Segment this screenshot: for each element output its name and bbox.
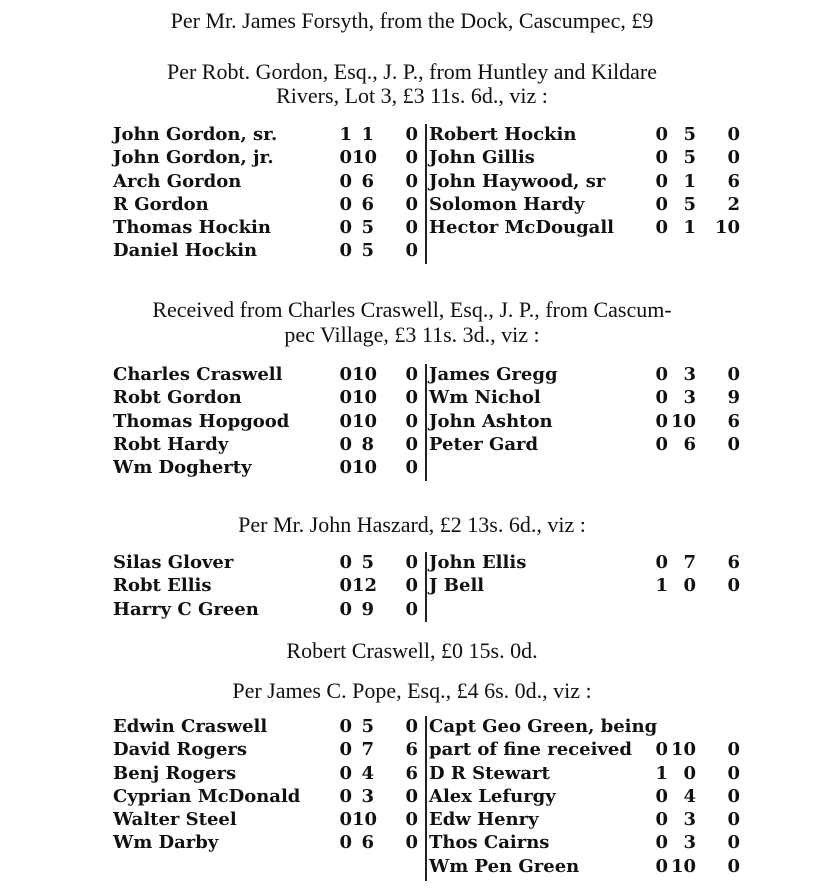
left-pence: 0	[405, 387, 418, 409]
right-name: John Haywood, sr	[429, 170, 606, 192]
right-pence: 0	[727, 809, 740, 831]
left-pence: 0	[405, 193, 418, 215]
left-name: Benj Rogers	[113, 762, 237, 784]
right-name: J Bell	[429, 575, 485, 597]
ledger-row	[0, 763, 824, 786]
right-pence: 0	[727, 575, 740, 597]
right-shillings: 7	[683, 552, 696, 573]
left-pounds: 0	[339, 410, 352, 432]
right-shillings: 1	[683, 170, 696, 192]
right-pence: 2	[727, 193, 740, 215]
ledger-row	[0, 434, 824, 457]
left-shillings: 3	[361, 785, 374, 807]
column-divider	[425, 124, 427, 264]
column-divider	[425, 364, 427, 481]
left-name: John Gordon, jr.	[113, 147, 274, 169]
left-pence: 0	[405, 785, 418, 807]
right-pence: 0	[727, 124, 740, 145]
right-pounds: 0	[655, 387, 668, 409]
right-name: James Gregg	[429, 364, 558, 385]
right-pence: 6	[727, 170, 740, 192]
left-pounds: 0	[339, 240, 352, 262]
right-shillings: 10	[670, 739, 696, 761]
ledger-row	[0, 716, 824, 739]
gordon-subscription-table	[0, 124, 824, 264]
left-shillings: 1	[361, 124, 374, 145]
left-pence: 0	[405, 575, 418, 597]
right-pence: 6	[727, 552, 740, 573]
right-shillings: 3	[683, 364, 696, 385]
left-name: Thomas Hopgood	[113, 410, 290, 432]
left-shillings: 10	[352, 457, 378, 479]
heading-robert-craswell: Robert Craswell, £0 15s. 0d.	[286, 638, 538, 663]
ledger-row	[0, 240, 824, 263]
right-pounds: 0	[655, 739, 668, 761]
left-pounds: 0	[339, 193, 352, 215]
left-name: Daniel Hockin	[113, 240, 258, 262]
right-shillings: 1	[683, 217, 696, 239]
left-shillings: 5	[361, 552, 374, 573]
right-name: Robert Hockin	[429, 124, 577, 145]
right-pounds: 0	[655, 147, 668, 169]
left-name: Robt Ellis	[113, 575, 212, 597]
left-shillings: 10	[352, 364, 378, 385]
ledger-row	[0, 552, 824, 575]
haszard-subscription-table	[0, 552, 824, 622]
right-name: Peter Gard	[429, 433, 539, 455]
left-pounds: 0	[339, 739, 352, 761]
ledger-row	[0, 856, 824, 879]
right-name: John Ashton	[429, 410, 553, 432]
heading-haszard: Per Mr. John Haszard, £2 13s. 6d., viz :	[238, 512, 586, 537]
left-name: Robt Hardy	[113, 433, 229, 455]
right-shillings: 5	[683, 193, 696, 215]
left-name: Edwin Craswell	[113, 716, 268, 737]
ledger-row	[0, 786, 824, 809]
right-pounds: 0	[655, 855, 668, 877]
right-pence: 9	[727, 387, 740, 409]
left-name: R Gordon	[113, 193, 209, 215]
ledger-row	[0, 217, 824, 240]
right-name: part of fine received	[429, 739, 632, 761]
right-name: John Gillis	[429, 147, 535, 169]
left-pounds: 0	[339, 387, 352, 409]
right-shillings: 3	[683, 387, 696, 409]
right-pence: 0	[727, 855, 740, 877]
right-pounds: 1	[655, 575, 668, 597]
left-shillings: 6	[361, 832, 374, 854]
left-pounds: 0	[339, 785, 352, 807]
ledger-row	[0, 171, 824, 194]
right-name: Edw Henry	[429, 809, 539, 831]
heading-craswell-line1: Received from Charles Craswell, Esq., J. P., from Cascum-	[152, 297, 672, 322]
right-pounds: 0	[655, 170, 668, 192]
right-shillings: 4	[683, 785, 696, 807]
ledger-row	[0, 575, 824, 598]
left-shillings: 10	[352, 809, 378, 831]
right-pence: 0	[727, 785, 740, 807]
ledger-row	[0, 124, 824, 147]
right-shillings: 10	[670, 410, 696, 432]
column-divider	[425, 552, 427, 622]
heading-forsyth: Per Mr. James Forsyth, from the Dock, Cascumpec, £9	[170, 8, 654, 33]
right-pounds: 0	[655, 832, 668, 854]
left-pence: 0	[405, 240, 418, 262]
ledger-row	[0, 457, 824, 480]
left-pence: 0	[405, 364, 418, 385]
right-pounds: 0	[655, 217, 668, 239]
right-name: Wm Pen Green	[429, 855, 580, 877]
left-pence: 0	[405, 552, 418, 573]
left-shillings: 12	[352, 575, 378, 597]
right-pounds: 0	[655, 552, 668, 573]
left-pounds: 0	[339, 170, 352, 192]
right-pounds: 0	[655, 410, 668, 432]
ledger-row	[0, 739, 824, 762]
right-name: Solomon Hardy	[429, 193, 585, 215]
left-name: Silas Glover	[113, 552, 234, 573]
left-pounds: 1	[339, 124, 352, 145]
left-pounds: 0	[339, 716, 352, 737]
right-pounds: 0	[655, 809, 668, 831]
ledger-row	[0, 809, 824, 832]
right-shillings: 3	[683, 832, 696, 854]
left-name: Cyprian McDonald	[113, 785, 301, 807]
right-pence: 0	[727, 739, 740, 761]
heading-craswell-line2: pec Village, £3 11s. 3d., viz :	[284, 322, 540, 347]
right-shillings: 5	[683, 147, 696, 169]
right-name: Hector McDougall	[429, 217, 615, 239]
right-pence: 6	[727, 410, 740, 432]
right-shillings: 5	[683, 124, 696, 145]
left-pounds: 0	[339, 364, 352, 385]
left-name: John Gordon, sr.	[113, 124, 278, 145]
right-pounds: 1	[655, 762, 668, 784]
right-pence: 0	[727, 433, 740, 455]
right-shillings: 10	[670, 855, 696, 877]
left-name: Harry C Green	[113, 598, 259, 620]
left-shillings: 5	[361, 217, 374, 239]
heading-gordon-line2: Rivers, Lot 3, £3 11s. 6d., viz :	[276, 83, 548, 108]
left-pence: 0	[405, 217, 418, 239]
left-shillings: 8	[361, 433, 374, 455]
right-name: Wm Nichol	[429, 387, 541, 409]
right-shillings: 3	[683, 809, 696, 831]
right-name: John Ellis	[429, 552, 527, 573]
left-pounds: 0	[339, 598, 352, 620]
right-pounds: 0	[655, 785, 668, 807]
right-pence: 0	[727, 762, 740, 784]
left-pence: 0	[405, 457, 418, 479]
right-shillings: 0	[683, 762, 696, 784]
left-shillings: 10	[352, 387, 378, 409]
left-shillings: 6	[361, 193, 374, 215]
right-shillings: 6	[683, 433, 696, 455]
left-name: Robt Gordon	[113, 387, 242, 409]
ledger-row	[0, 411, 824, 434]
left-pence: 0	[405, 716, 418, 737]
left-pence: 0	[405, 147, 418, 169]
left-pence: 0	[405, 598, 418, 620]
right-pounds: 0	[655, 193, 668, 215]
right-name: D R Stewart	[429, 762, 550, 784]
right-name: Alex Lefurgy	[429, 785, 556, 807]
right-pence: 0	[727, 364, 740, 385]
craswell-subscription-table	[0, 364, 824, 480]
right-pence: 0	[727, 147, 740, 169]
right-pence: 10	[714, 217, 740, 239]
right-pounds: 0	[655, 364, 668, 385]
left-pounds: 0	[339, 832, 352, 854]
right-pounds: 0	[655, 124, 668, 145]
left-pence: 0	[405, 124, 418, 145]
ledger-row	[0, 599, 824, 622]
left-pence: 0	[405, 433, 418, 455]
right-name: Capt Geo Green, being	[429, 716, 658, 737]
left-shillings: 6	[361, 170, 374, 192]
left-shillings: 10	[352, 147, 378, 169]
left-name: Arch Gordon	[113, 170, 242, 192]
left-name: Wm Dogherty	[113, 457, 252, 479]
right-pence: 0	[727, 832, 740, 854]
left-pounds: 0	[339, 762, 352, 784]
right-name: Thos Cairns	[429, 832, 550, 854]
ledger-row	[0, 387, 824, 410]
ledger-row	[0, 147, 824, 170]
left-pounds: 0	[339, 809, 352, 831]
left-shillings: 5	[361, 240, 374, 262]
ledger-row	[0, 832, 824, 855]
heading-pope: Per James C. Pope, Esq., £4 6s. 0d., viz :	[232, 678, 592, 703]
right-pounds: 0	[655, 433, 668, 455]
left-pence: 0	[405, 832, 418, 854]
left-name: Charles Craswell	[113, 364, 283, 385]
left-shillings: 4	[361, 762, 374, 784]
ledger-row	[0, 194, 824, 217]
left-name: Walter Steel	[113, 809, 237, 831]
left-pence: 6	[405, 739, 418, 761]
left-pounds: 0	[339, 147, 352, 169]
heading-gordon-line1: Per Robt. Gordon, Esq., J. P., from Huntley and Kildare	[166, 59, 658, 84]
left-pounds: 0	[339, 217, 352, 239]
left-pence: 0	[405, 809, 418, 831]
left-shillings: 7	[361, 739, 374, 761]
left-pence: 0	[405, 170, 418, 192]
left-name: Thomas Hockin	[113, 217, 271, 239]
left-shillings: 9	[361, 598, 374, 620]
left-pence: 0	[405, 410, 418, 432]
ledger-row	[0, 364, 824, 387]
column-divider	[425, 716, 427, 881]
left-pounds: 0	[339, 433, 352, 455]
pope-subscription-table	[0, 716, 824, 879]
left-name: Wm Darby	[113, 832, 219, 854]
left-pounds: 0	[339, 575, 352, 597]
left-name: David Rogers	[113, 739, 248, 761]
left-pounds: 0	[339, 552, 352, 573]
left-pence: 6	[405, 762, 418, 784]
left-shillings: 5	[361, 716, 374, 737]
left-pounds: 0	[339, 457, 352, 479]
right-shillings: 0	[683, 575, 696, 597]
left-shillings: 10	[352, 410, 378, 432]
